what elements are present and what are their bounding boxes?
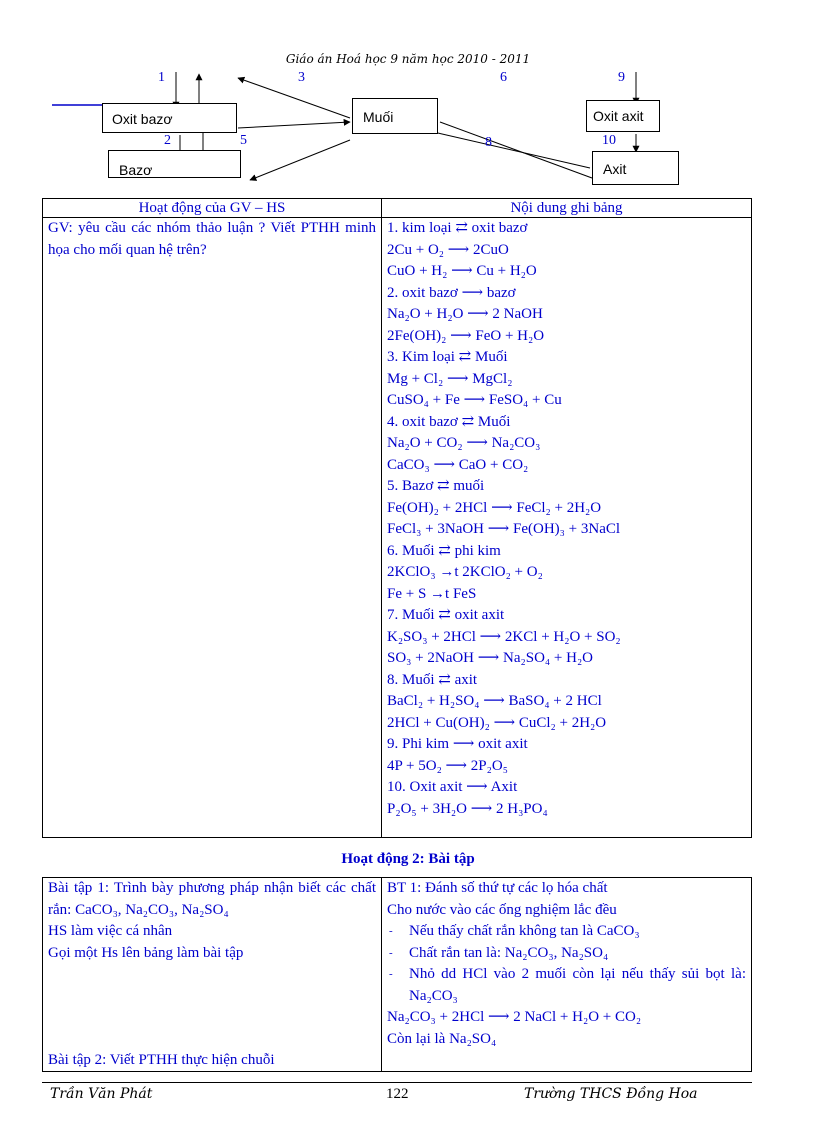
footer-author: Trần Văn Phát <box>50 1086 153 1102</box>
arrow-4 <box>238 122 350 128</box>
content-cell <box>382 218 752 838</box>
arrow-5 <box>250 140 350 180</box>
bullet-marker: - <box>389 968 393 980</box>
diagram-number-1: 1 <box>158 70 165 85</box>
reaction-line: 2KClO₃ →t 2KClO₂ + O₂ <box>387 564 543 580</box>
reaction-line: 8. Muối ⇄ axit <box>387 671 478 688</box>
reaction-line: Fe(OH)₂ + 2HCl ⟶ FeCl₂ + 2H₂O <box>387 499 602 516</box>
diagram-number-9: 9 <box>618 70 625 85</box>
section-title-activity-2: Hoạt động 2: Bài tập <box>341 851 475 867</box>
reaction-line: 10. Oxit axit ⟶ Axit <box>387 779 518 795</box>
bullet-marker: - <box>389 946 393 959</box>
bullet-marker: - <box>389 925 393 937</box>
reaction-line: 2HCl + Cu(OH)₂ ⟶ CuCl₂ + 2H₂O <box>387 714 607 731</box>
node-muoi: Muối <box>352 98 438 134</box>
diagram-number-8: 8 <box>485 135 492 150</box>
arrow-8-a <box>440 122 592 178</box>
reaction-line: 6. Muối ⇄ phi kim <box>387 542 501 559</box>
node-axit: Axit <box>592 151 679 185</box>
reaction-line: Na₂O + CO₂ ⟶ Na₂CO₃ <box>387 435 541 451</box>
node-oxit-axit: Oxit axit <box>586 100 660 132</box>
exercise-2-prompt: Bài tập 2: Viết PTHH thực hiện chuỗi <box>48 1051 275 1068</box>
footer-divider <box>42 1082 752 1083</box>
page-header-title: Giáo án Hoá học 9 năm học 2010 - 2011 <box>285 52 531 66</box>
diagram-number-6: 6 <box>500 70 507 85</box>
reaction-line: CuO + H₂ ⟶ Cu + H₂O <box>387 263 537 279</box>
activity-table <box>42 198 752 838</box>
reaction-line: Fe + S →t FeS <box>387 585 477 602</box>
reaction-line: Mg + Cl₂ ⟶ MgCl₂ <box>387 370 513 387</box>
diagram-number-10: 10 <box>602 133 616 148</box>
reaction-line: Na₂O + H₂O ⟶ 2 NaOH <box>387 306 543 322</box>
col-header-content: Nội dung ghi bảng <box>382 199 752 218</box>
answer-bullet: - Nếu thấy chất rắn không tan là CaCO₃ <box>387 921 746 943</box>
answer-bullet: - Nhỏ dd HCl vào 2 muối còn lại nếu thấy sủi bọt là: Na₂CO₃ <box>389 966 746 1004</box>
arrow-3 <box>238 78 350 118</box>
reaction-line: 1. kim loại ⇄ oxit bazơ <box>387 220 528 236</box>
exercise-1-prompt: Bài tập 1: Trình bày phương pháp nhận biết các chất rắn: CaCO₃, Na₂CO₃, Na₂SO₄ <box>48 880 376 918</box>
answer-bullet: - Chất rắn tan là: Na₂CO₃, Na₂SO₄ <box>387 943 746 965</box>
exercise-left-cell <box>43 878 382 1072</box>
reaction-line: FeCl₃ + 3NaOH ⟶ Fe(OH)₃ + 3NaCl <box>387 521 621 537</box>
answer-line-2: Cho nước vào các ống nghiệm lắc đều <box>387 901 617 918</box>
diagram-number-5: 5 <box>240 133 247 148</box>
col-header-activity: Hoạt động của GV – HS <box>43 199 382 218</box>
reaction-list <box>387 218 746 820</box>
reaction-line: P₂O₅ + 3H₂O ⟶ 2 H₃PO₄ <box>387 800 548 817</box>
reaction-line: 4. oxit bazơ ⇄ Muối <box>387 413 511 430</box>
diagram-number-3: 3 <box>298 70 305 85</box>
reaction-line: 5. Bazơ ⇄ muối <box>387 478 485 494</box>
arrow-8-b <box>416 128 590 168</box>
diagram-number-2: 2 <box>164 133 171 148</box>
student-task: HS làm việc cá nhân <box>48 923 173 939</box>
reaction-line: SO₃ + 2NaOH ⟶ Na₂SO₄ + H₂O <box>387 650 594 666</box>
reaction-line: CuSO₄ + Fe ⟶ FeSO₄ + Cu <box>387 392 562 408</box>
node-oxit-bazo: Oxit bazơ <box>102 103 237 133</box>
reaction-line: 3. Kim loại ⇄ Muối <box>387 349 508 365</box>
reaction-line: CaCO₃ ⟶ CaO + CO₂ <box>387 456 529 473</box>
reaction-line: 7. Muối ⇄ oxit axit <box>387 607 505 623</box>
answer-last: Còn lại là Na₂SO₄ <box>387 1030 497 1047</box>
answer-equation: Na₂CO₃ + 2HCl ⟶ 2 NaCl + H₂O + CO₂ <box>387 1009 642 1025</box>
footer-school: Trường THCS Đồng Hoa <box>524 1086 698 1102</box>
footer-page-number: 122 <box>386 1086 409 1102</box>
answer-line-1: BT 1: Đánh số thứ tự các lọ hóa chất <box>387 880 608 896</box>
reaction-line: BaCl₂ + H₂SO₄ ⟶ BaSO₄ + 2 HCl <box>387 693 602 709</box>
reaction-line: 4P + 5O₂ ⟶ 2P₂O₅ <box>387 757 508 774</box>
reaction-line: 9. Phi kim ⟶ oxit axit <box>387 736 528 752</box>
exercise-right-cell <box>382 878 752 1072</box>
reaction-line: 2Cu + O₂ ⟶ 2CuO <box>387 241 509 258</box>
gv-instruction: GV: yêu cầu các nhóm thảo luận ? Viết PTHH minh họa cho mối quan hệ trên? <box>43 218 382 838</box>
node-bazo: Bazơ <box>108 150 241 178</box>
exercise-table <box>42 877 752 1072</box>
reaction-line: K₂SO₃ + 2HCl ⟶ 2KCl + H₂O + SO₂ <box>387 628 621 645</box>
reaction-line: 2Fe(OH)₂ ⟶ FeO + H₂O <box>387 327 545 344</box>
reaction-line: 2. oxit bazơ ⟶ bazơ <box>387 284 516 301</box>
student-call: Gọi một Hs lên bảng làm bài tập <box>48 944 244 961</box>
